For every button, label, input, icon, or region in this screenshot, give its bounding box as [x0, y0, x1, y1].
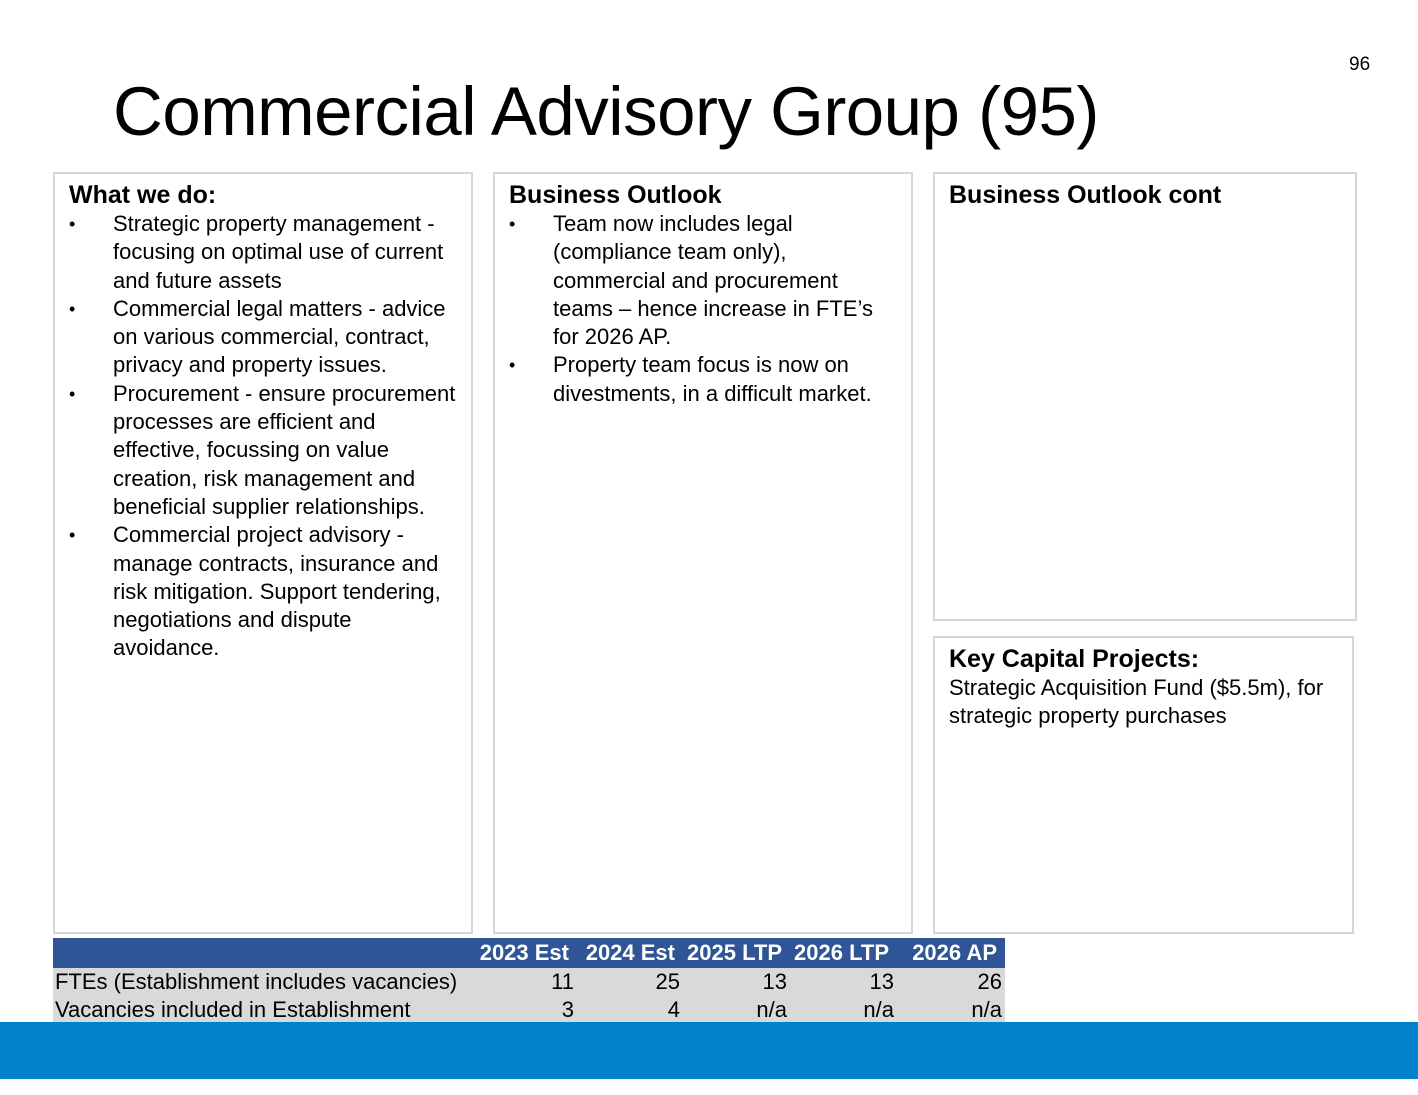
- business-outlook-cont-panel: [933, 172, 1357, 621]
- bullet-icon: •: [69, 214, 76, 234]
- what-we-do-heading: What we do:: [69, 181, 217, 209]
- table-cell: 3: [468, 996, 577, 1024]
- table-header-row: [53, 938, 1005, 968]
- table-cell: n/a: [790, 996, 897, 1024]
- table-row: [53, 968, 1005, 996]
- page-title: Commercial Advisory Group (95): [113, 73, 1099, 150]
- list-item-text: Strategic property management - focusing on optimal use of current and future assets: [113, 211, 444, 293]
- key-capital-projects-text: Strategic Acquisition Fund ($5.5m), for strategic property purchases: [949, 675, 1324, 729]
- footer-bar: [0, 1022, 1418, 1079]
- table-cell: 4: [577, 996, 683, 1024]
- list-item-text: Commercial project advisory - manage contracts, insurance and risk mitigation. Support tendering, negotiations and dispute avoidance.: [113, 522, 441, 661]
- row-label: FTEs (Establishment includes vacancies): [53, 968, 468, 996]
- table-row: [53, 996, 1005, 1024]
- column-header: [53, 938, 468, 968]
- what-we-do-panel: [53, 172, 473, 934]
- list-item-text: Team now includes legal (compliance team only), commercial and procurement teams – hence increase in FTE’s for 2026 AP.: [553, 211, 873, 350]
- column-header: 2026 LTP: [790, 938, 897, 968]
- business-outlook-heading: Business Outlook: [509, 181, 722, 209]
- bullet-icon: •: [69, 383, 76, 404]
- table-cell: n/a: [683, 996, 790, 1024]
- list-item: [69, 210, 459, 295]
- key-capital-projects-heading: Key Capital Projects:: [949, 645, 1200, 673]
- bullet-icon: •: [509, 355, 516, 376]
- table-cell: 25: [577, 968, 683, 996]
- bullet-icon: •: [69, 525, 76, 546]
- table-cell: n/a: [897, 996, 1005, 1024]
- column-header: 2024 Est: [577, 938, 683, 968]
- table-cell: 13: [683, 968, 790, 996]
- table-cell: 11: [468, 968, 577, 996]
- list-item: [69, 521, 459, 662]
- what-we-do-list: [69, 210, 459, 663]
- bullet-icon: •: [509, 214, 516, 234]
- list-item: [509, 351, 899, 408]
- business-outlook-panel: [493, 172, 913, 934]
- page-number: 96: [1349, 54, 1371, 75]
- row-label: Vacancies included in Establishment: [53, 996, 468, 1024]
- list-item: [69, 380, 459, 521]
- table-cell: 26: [897, 968, 1005, 996]
- list-item-text: Procurement - ensure procurement processes are efficient and effective, focussing on value creation, risk management and beneficial supplier relationships.: [113, 380, 456, 519]
- column-header: 2025 LTP: [683, 938, 790, 968]
- column-header: 2026 AP: [897, 938, 1005, 968]
- fte-table: [53, 938, 1005, 1024]
- list-item: [509, 210, 899, 351]
- list-item-text: Commercial legal matters - advice on various commercial, contract, privacy and property issues.: [113, 295, 446, 378]
- table-cell: 13: [790, 968, 897, 996]
- column-header: 2023 Est: [468, 938, 577, 968]
- business-outlook-list: [509, 210, 899, 408]
- bullet-icon: •: [69, 298, 76, 319]
- list-item-text: Property team focus is now on divestments, in a difficult market.: [553, 352, 872, 406]
- key-capital-projects-panel: [933, 636, 1354, 934]
- list-item: [69, 295, 459, 380]
- business-outlook-cont-heading: Business Outlook cont: [949, 181, 1222, 209]
